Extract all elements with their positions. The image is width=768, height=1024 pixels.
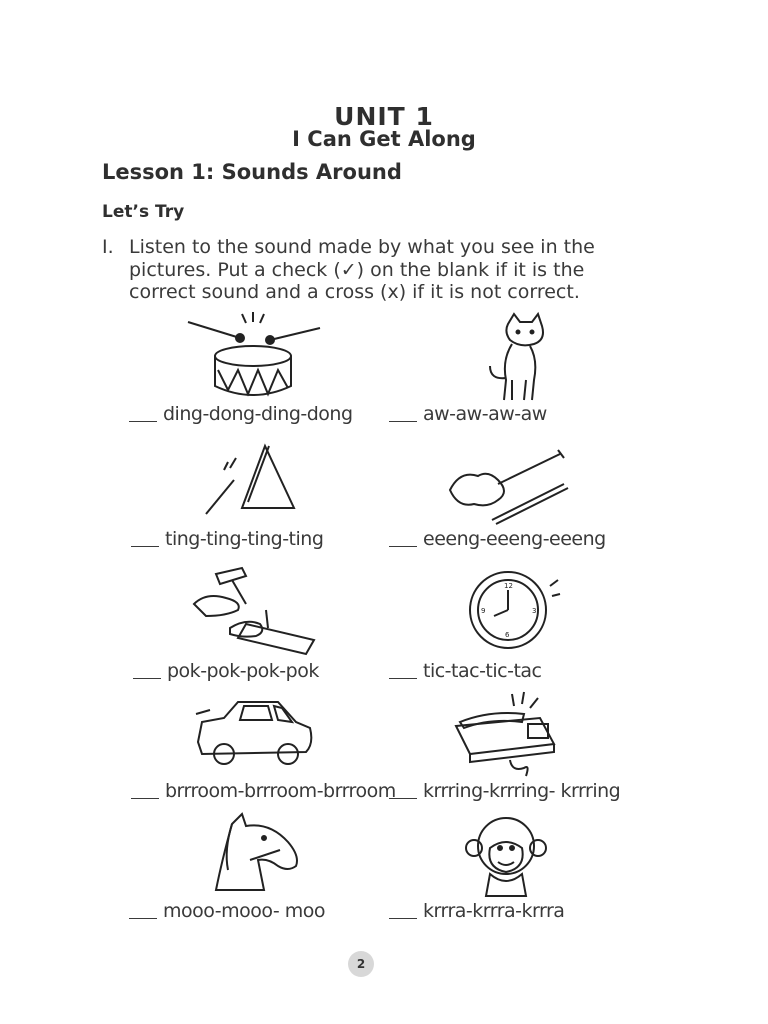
- sound-option-4[interactable]: eeeng-eeeng-eeeng: [389, 528, 606, 550]
- hammer-nail-icon: [186, 564, 336, 660]
- answer-blank[interactable]: [389, 421, 417, 422]
- sound-option-1[interactable]: ding-dong-ding-dong: [129, 403, 353, 425]
- answer-blank[interactable]: [131, 798, 159, 799]
- answer-blank[interactable]: [133, 678, 161, 679]
- drum-icon: [178, 308, 328, 404]
- sound-option-7[interactable]: brrroom-brrroom-brrroom: [131, 780, 396, 802]
- sound-option-10[interactable]: krrra-krrra-krrra: [389, 900, 564, 922]
- answer-blank[interactable]: [129, 918, 157, 919]
- cat-icon: [450, 310, 600, 406]
- page-number: 2: [348, 951, 374, 977]
- instruction-number: I.: [102, 236, 114, 258]
- sound-option-5[interactable]: pok-pok-pok-pok: [133, 660, 319, 682]
- triangle-instrument-icon: [190, 440, 340, 536]
- answer-blank[interactable]: [389, 918, 417, 919]
- unit-subtitle: I Can Get Along: [292, 127, 476, 151]
- svg-text:9: 9: [481, 607, 486, 615]
- instruction-text: Listen to the sound made by what you see in the pictures. Put a check (✓) on the blank if it is the correct sound and a cross (x) if it is not correct.: [129, 236, 595, 303]
- horse-icon: [202, 810, 352, 906]
- sound-option-8[interactable]: krrring-krrring- krrring: [389, 780, 620, 802]
- answer-blank[interactable]: [389, 546, 417, 547]
- telephone-icon: [450, 688, 600, 784]
- lesson-title: Lesson 1: Sounds Around: [102, 160, 402, 184]
- unit-title: UNIT 1: [334, 102, 434, 131]
- sound-option-9[interactable]: mooo-mooo- moo: [129, 900, 325, 922]
- monkey-icon: [450, 810, 600, 906]
- svg-text:3: 3: [532, 607, 537, 615]
- svg-text:12: 12: [504, 582, 513, 590]
- section-title: Let’s Try: [102, 202, 185, 222]
- sound-option-3[interactable]: ting-ting-ting-ting: [131, 528, 323, 550]
- answer-blank[interactable]: [129, 421, 157, 422]
- answer-blank[interactable]: [389, 798, 417, 799]
- sound-option-6[interactable]: tic-tac-tic-tac: [389, 660, 542, 682]
- answer-blank[interactable]: [389, 678, 417, 679]
- answer-blank[interactable]: [131, 546, 159, 547]
- clock-icon: [450, 564, 600, 660]
- violin-icon: [440, 436, 590, 532]
- sound-option-2[interactable]: aw-aw-aw-aw: [389, 403, 547, 425]
- car-icon: [188, 692, 338, 788]
- svg-text:6: 6: [505, 631, 510, 639]
